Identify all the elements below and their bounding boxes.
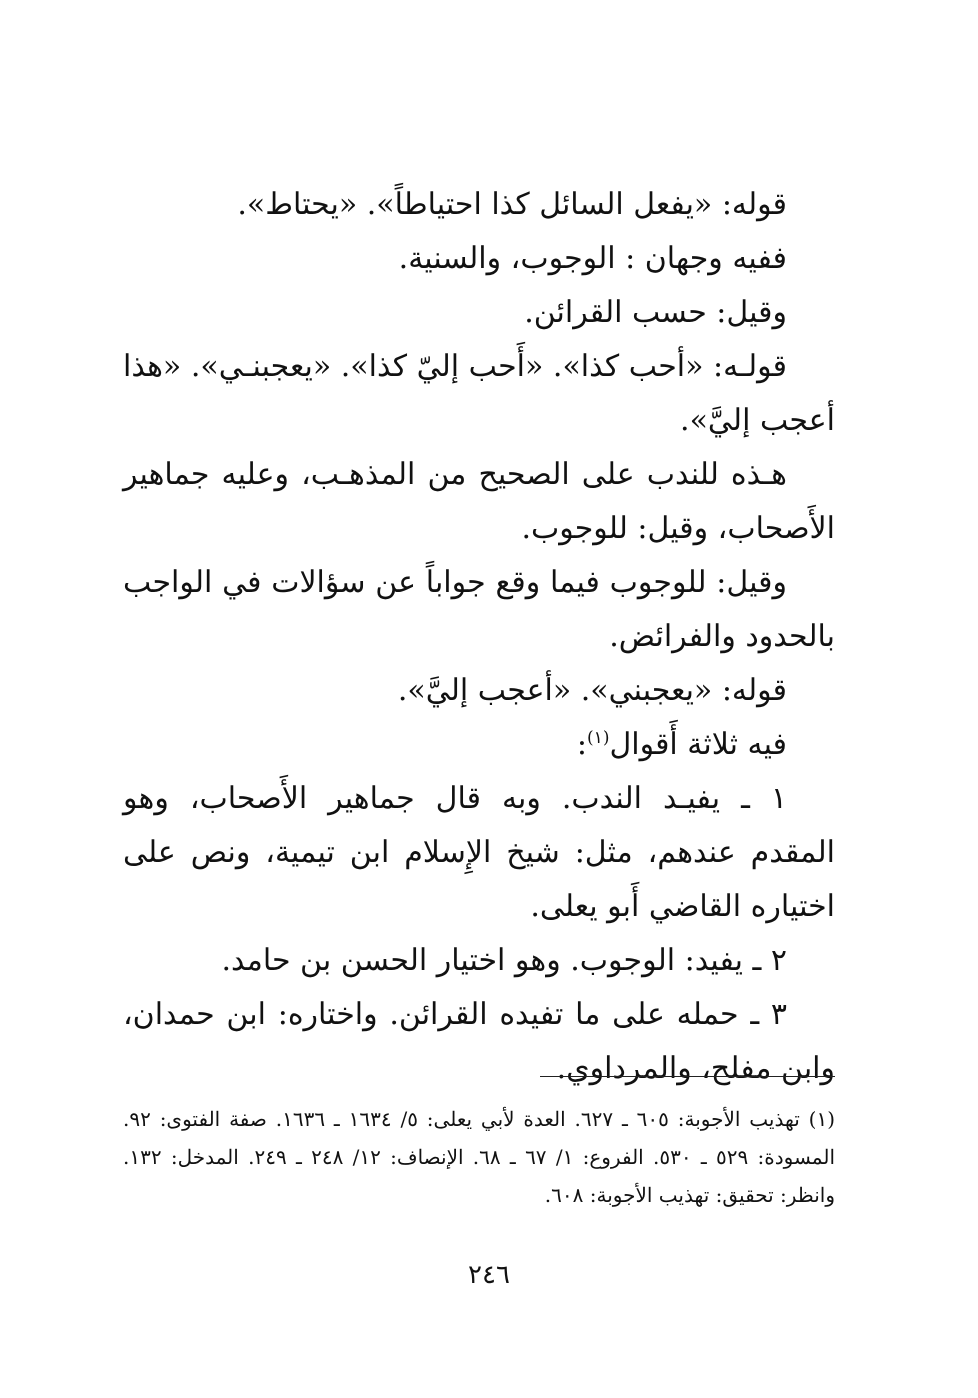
footnote-reference: (١) bbox=[587, 728, 610, 748]
paragraph-10: ٢ ـ يفيد: الوجوب. وهو اختيار الحسن بن حامد. bbox=[221, 943, 787, 978]
footnote-1: (١) تهذيب الأجوبة: ٦٠٥ ـ ٦٢٧. العدة لأبي يعلى: ٥/ ١٦٣٤ ـ ١٦٣٦. صفة الفتوى: ٩٢. المسودة: ٥٢٩ ـ ٥٣٠. الفروع: ١/ ٦٧ ـ ٦٨. الإنصاف: ١٢/ ٢٤٨ ـ ٢٤٩. المدخل: ١٣٢. وانظر: تحقيق: تهذيب الأجوبة: ٦٠٨. bbox=[123, 1107, 835, 1207]
paragraph-8-suffix: : bbox=[576, 727, 588, 762]
paragraph-7: قوله: «يعجبني». «أعجب إليَّ». bbox=[397, 673, 787, 708]
paragraph-9: ١ ـ يفيـد الندب. وبه قال جماهير الأَصحاب، وهو المقدم عندهم، مثل: شيخ الإِسلام ابن تيمية، ونص على اختياره القاضي أَبو يعلى. bbox=[123, 781, 835, 924]
paragraph-1: قوله: «يفعل السائل كذا احتياطاً». «يحتاط». bbox=[237, 187, 787, 222]
paragraph-11: ٣ ـ حمله على ما تفيده القرائن. واختاره: ابن حمدان، وابن مفلح، والمرداوي. bbox=[123, 997, 835, 1086]
footnotes bbox=[123, 1100, 835, 1214]
paragraph-3: وقيل: حسب القرائن. bbox=[524, 295, 787, 330]
page-number: ٢٤٦ bbox=[468, 1260, 510, 1290]
paragraph-5: هـذه للندب على الصحيح من المذهـب، وعليه جماهير الأَصحاب، وقيل: للوجوب. bbox=[123, 457, 835, 546]
main-text bbox=[123, 178, 835, 1096]
paragraph-4: قولـه: «أحب كذا». «أَحب إليّ كذا». «يعجبنـي». «هذا أعجب إليَّ». bbox=[123, 349, 835, 438]
paragraph-6: وقيل: للوجوب فيما وقع جواباً عن سؤالات في الواجب بالحدود والفرائض. bbox=[123, 565, 835, 654]
paragraph-8-text: فيه ثلاثة أَقوال bbox=[609, 727, 787, 762]
footnote-divider bbox=[540, 1076, 835, 1077]
paragraph-8 bbox=[123, 718, 835, 772]
paragraph-2: ففيه وجهان : الوجوب، والسنية. bbox=[398, 241, 787, 276]
